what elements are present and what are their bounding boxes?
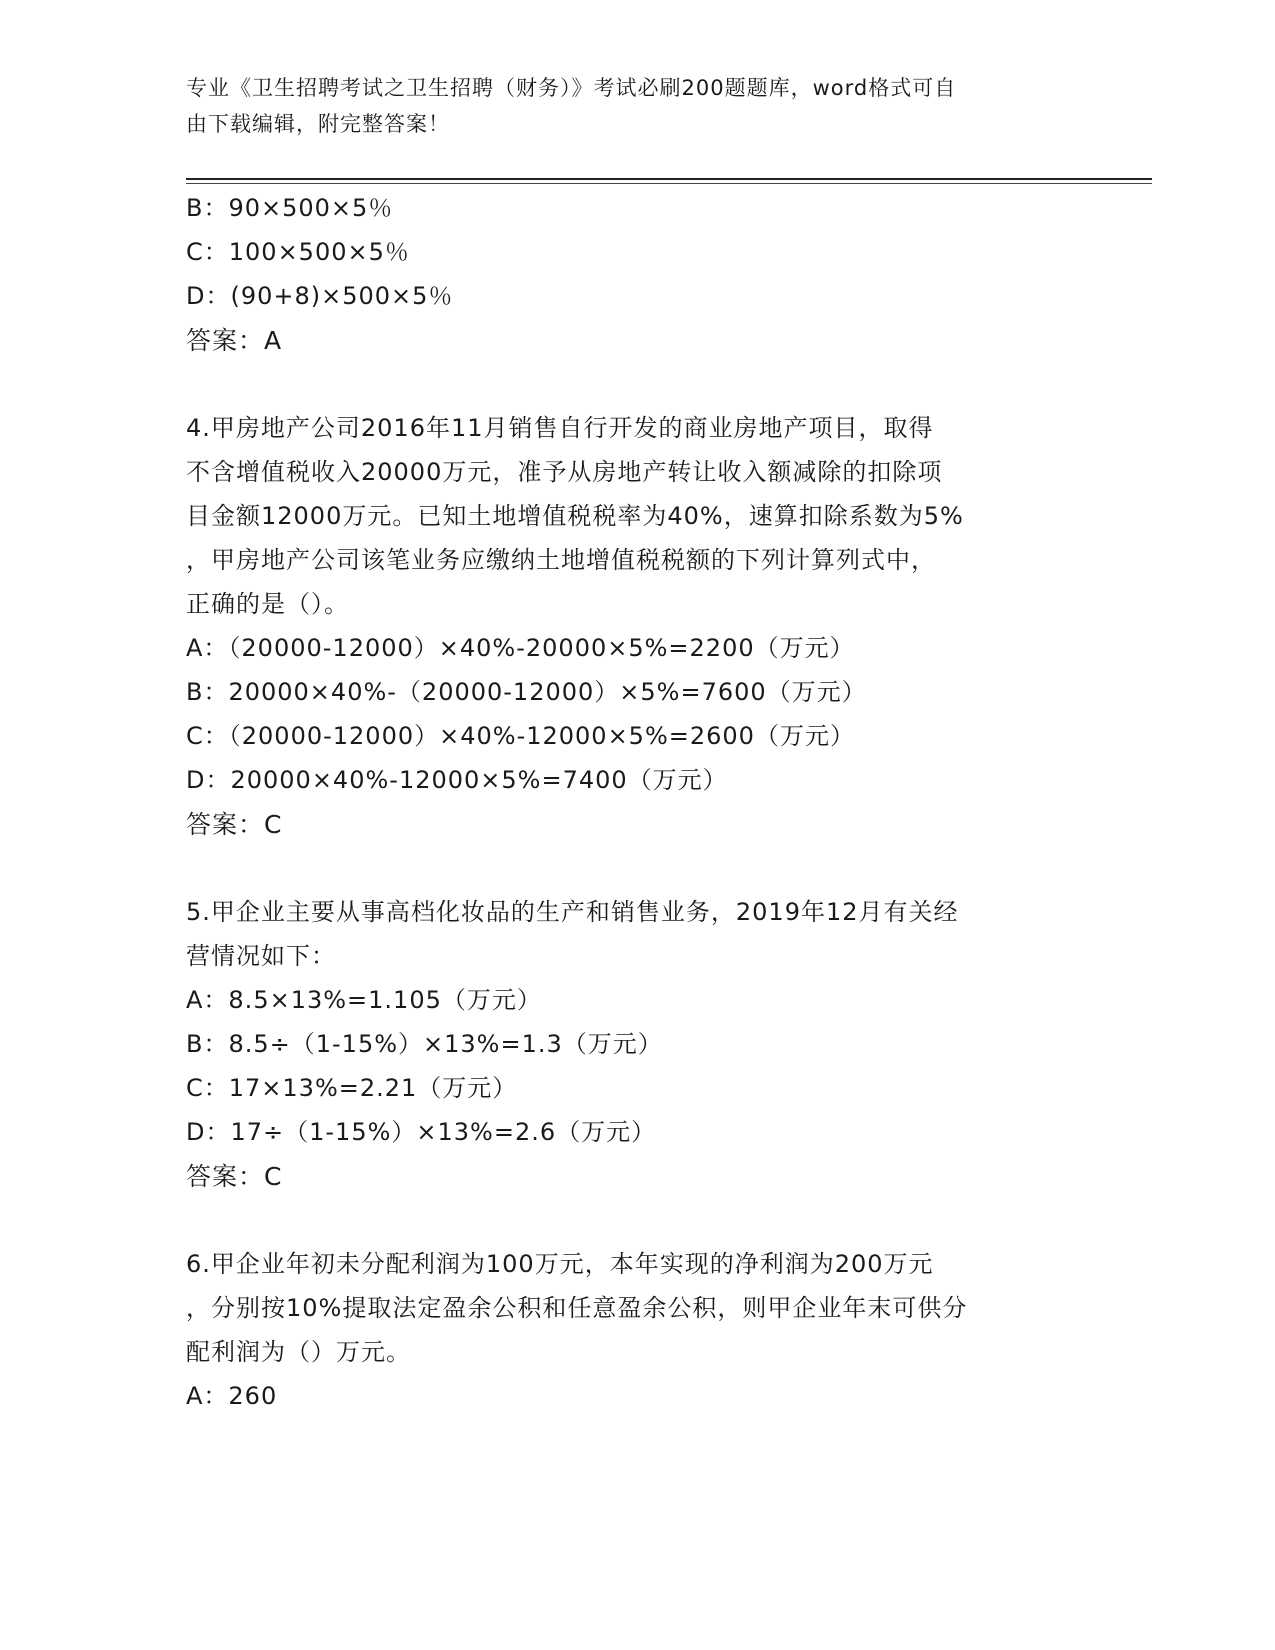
q4-answer: 答案：C [186, 810, 283, 839]
header-divider-thick [186, 178, 1152, 180]
q4-stem-line-5: 正确的是（）。 [186, 590, 349, 618]
q4-stem-line-3: 目金额12000万元。已知土地增值税税率为40%，速算扣除系数为5% [186, 502, 964, 530]
header-line-2: 由下载编辑，附完整答案！ [186, 112, 450, 136]
q4-option-c: C：（20000-12000）×40%-12000×5%=2600（万元） [186, 722, 855, 750]
q4-option-a: A：（20000-12000）×40%-20000×5%=2200（万元） [186, 634, 855, 662]
q6-option-a: A：260 [186, 1382, 278, 1410]
q4-stem-line-4: ，甲房地产公司该笔业务应缴纳土地增值税税额的下列计算列式中， [186, 546, 936, 574]
q4-stem-line-1: 4.甲房地产公司2016年11月销售自行开发的商业房地产项目，取得 [186, 414, 934, 442]
q3-option-b: B：90×500×5％ [186, 194, 394, 222]
q4-stem-line-2: 不含增值税收入20000万元，准予从房地产转让收入额减除的扣除项 [186, 458, 943, 486]
document-header [186, 70, 1086, 142]
q3-answer: 答案：A [186, 326, 283, 355]
q3-option-d: D：(90+8)×500×5％ [186, 282, 454, 310]
q5-option-a: A：8.5×13%=1.105（万元） [186, 986, 542, 1014]
q5-stem-line-2: 营情况如下： [186, 942, 336, 970]
q6-stem-line-2: ，分别按10%提取法定盈余公积和任意盈余公积，则甲企业年末可供分 [186, 1294, 968, 1322]
q5-stem-line-1: 5.甲企业主要从事高档化妆品的生产和销售业务，2019年12月有关经 [186, 898, 959, 926]
q5-option-c: C：17×13%=2.21（万元） [186, 1074, 518, 1102]
q6-stem-line-3: 配利润为（）万元。 [186, 1338, 411, 1366]
q5-answer: 答案：C [186, 1162, 283, 1191]
q4-option-d: D：20000×40%-12000×5%=7400（万元） [186, 766, 728, 794]
q4-option-b: B：20000×40%-（20000-12000）×5%=7600（万元） [186, 678, 867, 706]
q6-stem-line-1: 6.甲企业年初未分配利润为100万元，本年实现的净利润为200万元 [186, 1250, 934, 1278]
header-line-1: 专业《卫生招聘考试之卫生招聘（财务）》考试必刷200题题库，word格式可自 [186, 76, 957, 100]
header-divider-thin [186, 183, 1152, 184]
q5-option-b: B：8.5÷（1-15%）×13%=1.3（万元） [186, 1030, 663, 1058]
q5-option-d: D：17÷（1-15%）×13%=2.6（万元） [186, 1118, 657, 1146]
q3-option-c: C：100×500×5％ [186, 238, 410, 266]
